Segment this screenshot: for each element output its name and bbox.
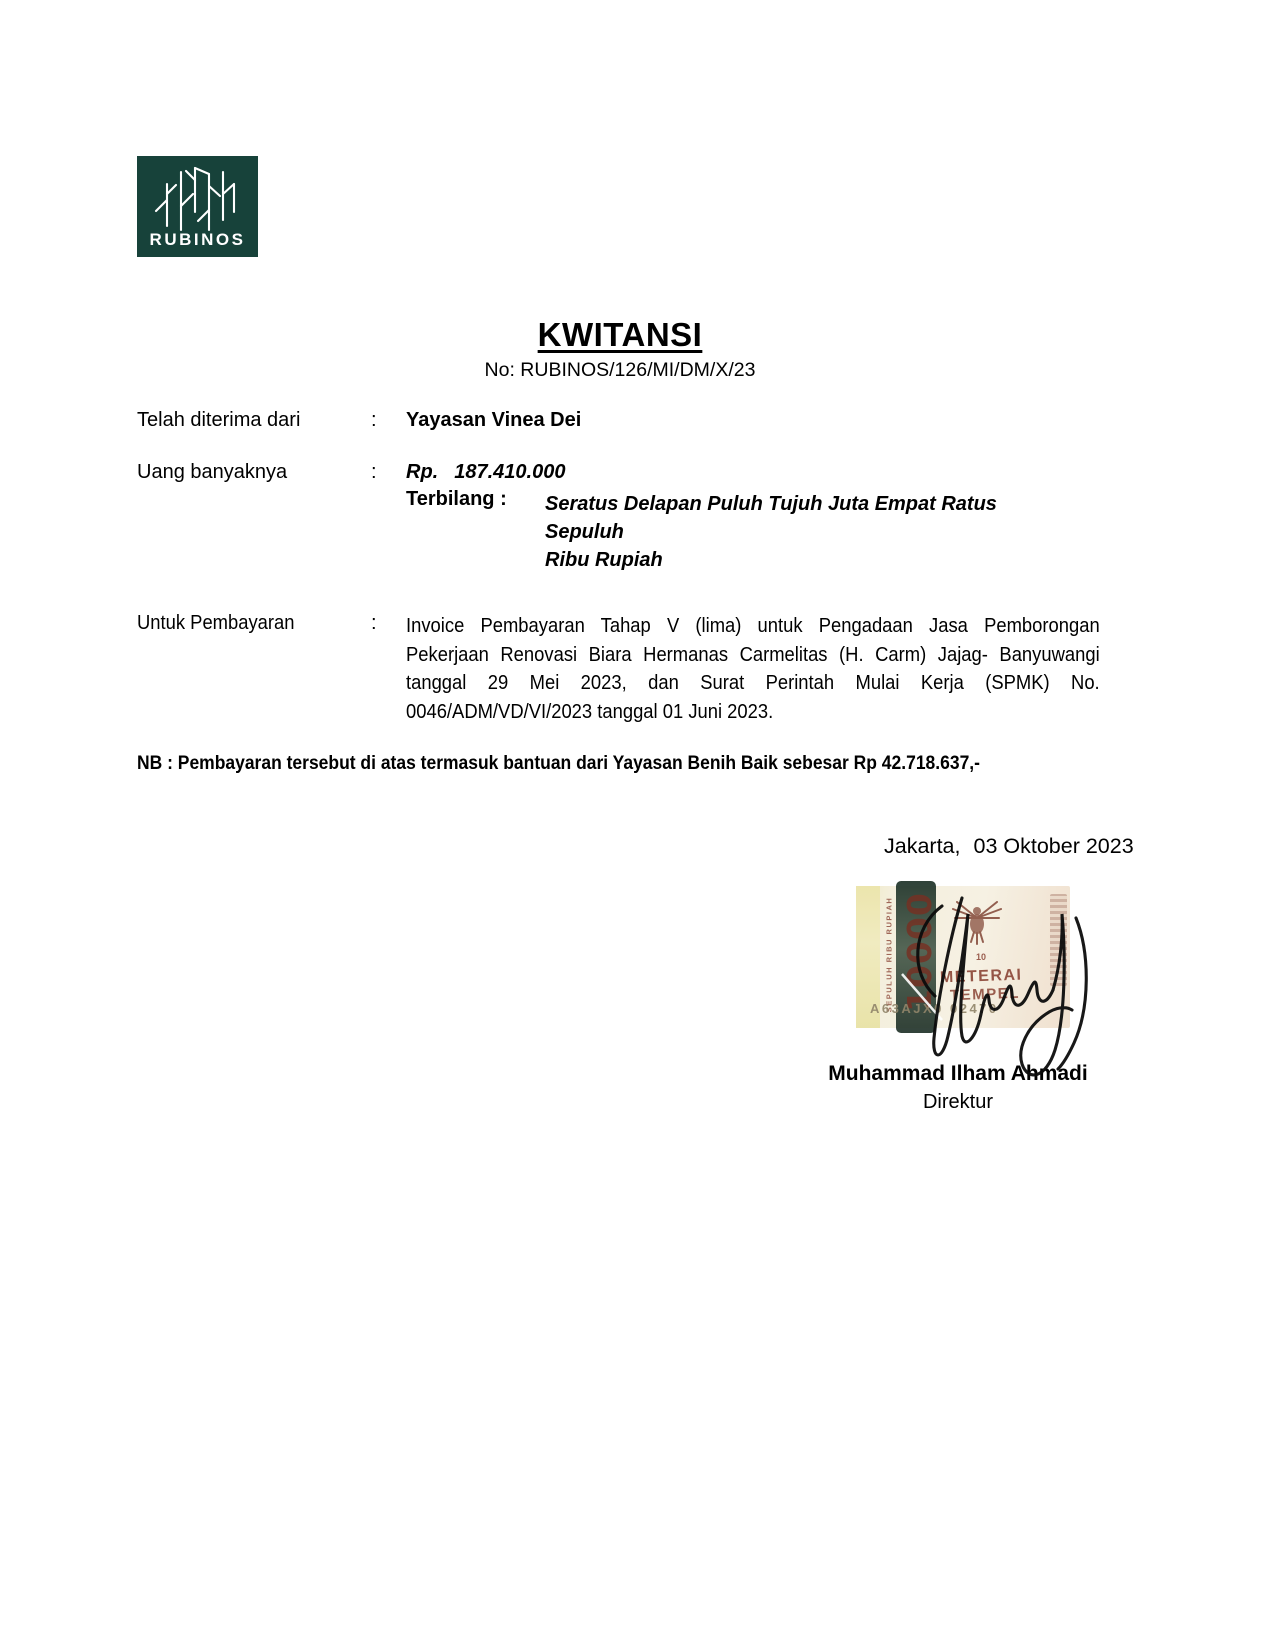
payment-for-label: Untuk Pembayaran [137,612,295,634]
garuda-emblem-icon [948,894,1006,952]
amount-currency: Rp. [406,461,439,483]
stamp-label-line2: TEMPEL [949,984,1021,1005]
document-number: No: RUBINOS/126/MI/DM/X/23 [484,359,756,381]
amount-number: 187.410.000 [454,461,566,483]
amount-in-words-value [545,490,1065,574]
amount-in-words-line1: Seratus Delapan Puluh Tujuh Juta Empat Ratus Sepuluh [545,493,997,543]
amount-label: Uang banyaknya [137,461,288,483]
logo-mark-icon [137,160,258,232]
payment-description-line1: Invoice Pembayaran Tahap V (lima) untuk Pengadaan Jasa Pemborongan [406,615,1100,637]
payment-for-description [406,612,1100,726]
document-title: KWITANSI [537,316,703,353]
amount-in-words-line2: Ribu Rupiah [545,549,663,571]
date-place: Jakarta, [884,834,961,858]
stamp-side-text: SEPULUH RIBU RUPIAH [884,896,894,1013]
stamp-denomination: 10000 [900,892,939,1012]
stamp-serial-number: A63AJX0 02470 [870,1001,999,1016]
payment-description-line2: Pekerjaan Renovasi Biara Hermanas Carmelitas (H. Carm) Jajag- Banyuwangi [406,643,1100,666]
payment-for-colon: : [371,612,377,634]
stamp-mini-mark: 10 [976,952,987,962]
amount-colon: : [371,461,377,483]
logo-brand-text: RUBINOS [149,230,246,249]
received-from-value: Yayasan Vinea Dei [406,409,582,431]
amount-value [406,461,565,484]
company-logo [137,156,258,257]
signer-name: Muhammad Ilham Ahmadi [828,1062,1088,1085]
signer-title: Direktur [922,1091,993,1113]
received-from-colon: : [371,409,377,431]
date-value: 03 Oktober 2023 [973,834,1134,858]
received-from-label: Telah diterima dari [137,409,301,431]
signer-block [800,1062,1116,1114]
payment-description-line4: 0046/ADM/VD/VI/2023 tanggal 01 Juni 2023. [406,700,774,723]
stamp-label-line1: METERAI [939,966,1023,987]
payment-description-line3: tanggal 29 Mei 2023, dan Surat Perintah Mulai Kerja (SPMK) No. [406,672,1100,694]
nb-note: NB : Pembayaran tersebut di atas termasuk bantuan dari Yayasan Benih Baik sebesar Rp 42.718.637,- [137,753,980,774]
stamp-right-ornament [1050,894,1067,986]
date-line [884,834,1134,859]
meterai-stamp [856,886,1070,1028]
amount-in-words-label: Terbilang : [406,488,507,510]
